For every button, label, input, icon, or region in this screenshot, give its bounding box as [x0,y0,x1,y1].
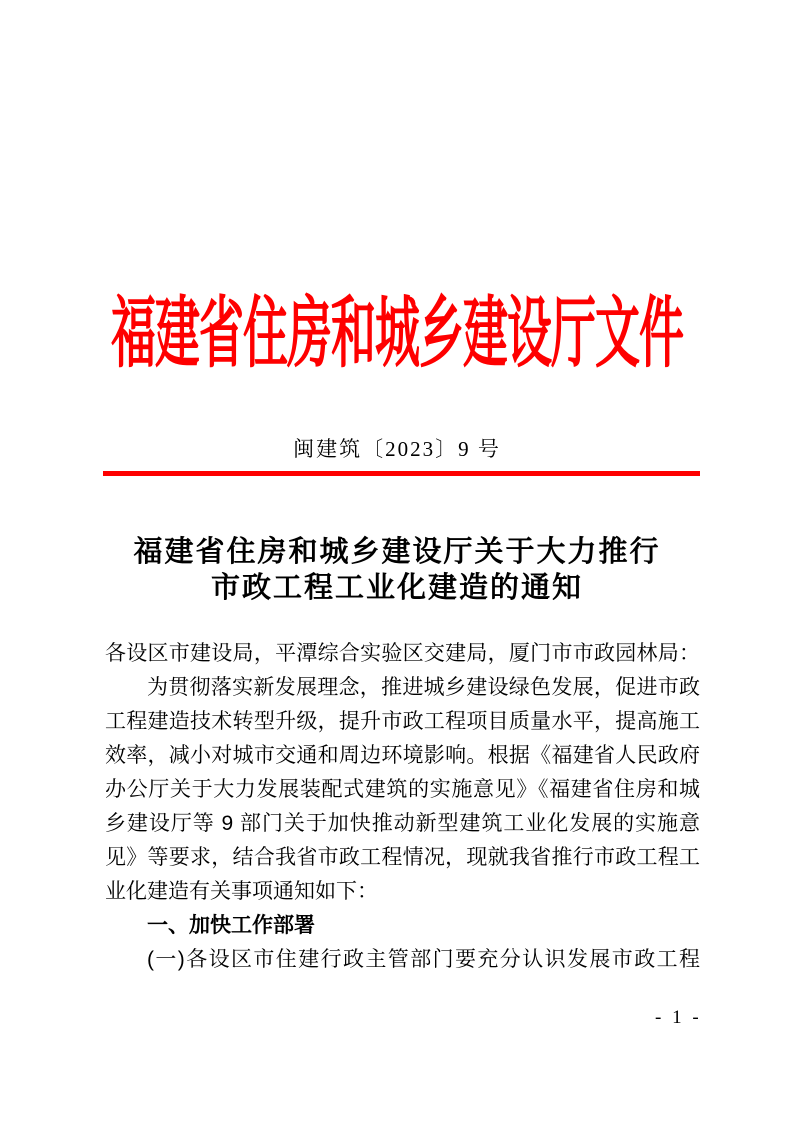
body-line: 效率，减小对城市交通和周边环境影响。根据《福建省人民政府 [105,744,700,767]
body-line: 乡建设厅等 9 部门关于加快推动新型建筑工业化发展的实施意 [105,812,700,835]
body-line: 为贯彻落实新发展理念，推进城乡建设绿色发展，促进市政 [147,676,700,699]
issuing-org-title: 福建省住房和城乡建设厅文件 [110,288,683,377]
page-number: - 1 - [655,1007,702,1028]
body-line: 办公厅关于大力发展装配式建筑的实施意见》《福建省住房和城 [105,778,700,801]
document-body [105,637,700,977]
document-number: 闽建筑〔2023〕9 号 [293,437,501,461]
red-divider-line [103,471,700,476]
notice-title [0,534,794,606]
notice-title-line2: 市政工程工业化建造的通知 [210,572,583,604]
notice-title-line1: 福建省住房和城乡建设厅关于大力推行 [133,536,661,568]
red-header-row [0,270,794,377]
body-line: 工程建造技术转型升级，提升市政工程项目质量水平，提高施工 [105,710,700,733]
body-line: (一)各设区市住建行政主管部门要充分认识发展市政工程 [147,948,700,971]
section-heading: 一、加快工作部署 [147,914,315,937]
body-line-salutation: 各设区市建设局，平潭综合实验区交建局，厦门市市政园林局： [105,642,700,665]
body-line: 见》等要求，结合我省市政工程情况，现就我省推行市政工程工 [105,846,700,869]
body-line: 业化建造有关事项通知如下： [105,880,378,903]
